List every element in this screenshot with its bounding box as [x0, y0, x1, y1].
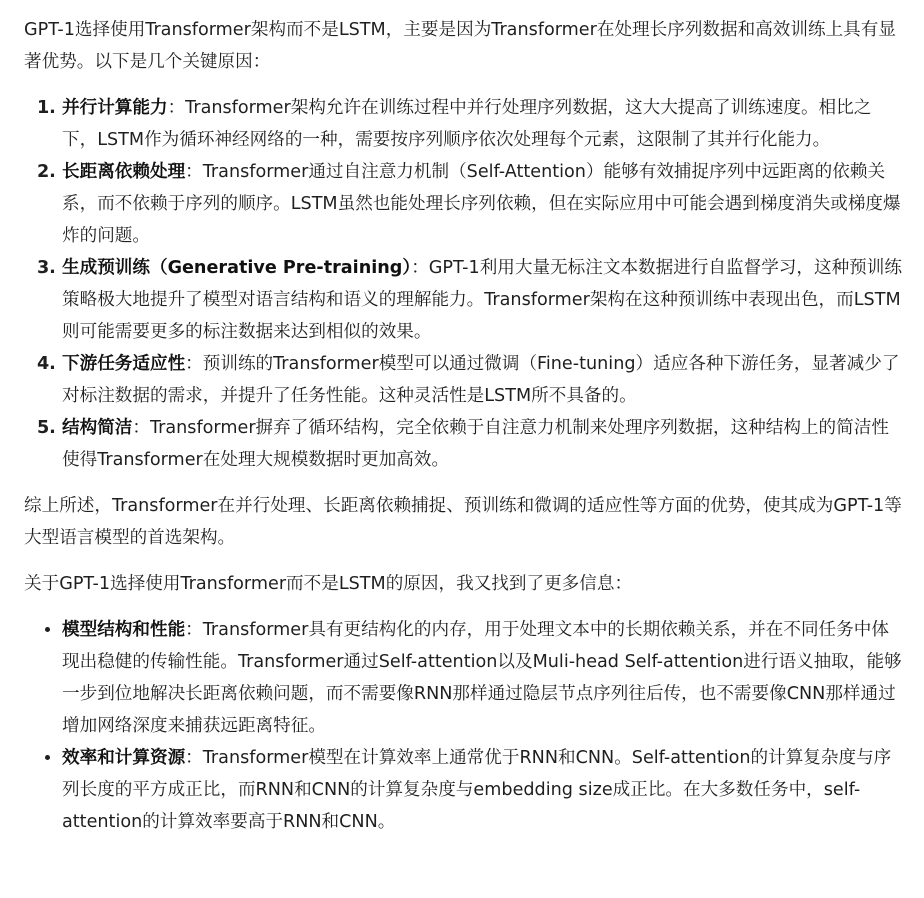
list-item: [62, 348, 902, 412]
list-item: [62, 742, 902, 838]
list-item-text: ：GPT-1利用大量无标注文本数据进行自监督学习，这种预训练策略极大地提升了模型对语言结构和语义的理解能力。Transformer架构在这种预训练中表现出色，而LSTM则可能需要更多的标注数据来达到相似的效果。: [62, 258, 902, 342]
list-item: [62, 92, 902, 156]
list-item: [62, 614, 902, 742]
list-item-text: ：Transformer摒弃了循环结构，完全依赖于自注意力机制来处理序列数据，这种结构上的简洁性使得Transformer在处理大规模数据时更加高效。: [62, 418, 889, 470]
reasons-list: [24, 92, 902, 476]
list-item-text: ：Transformer模型在计算效率上通常优于RNN和CNN。Self-attention的计算复杂度与序列长度的平方成正比，而RNN和CNN的计算复杂度与embedding size成正比。在大多数任务中，self-attention的计算效率要高于RNN和CNN。: [62, 748, 892, 832]
more-info-list: [24, 614, 902, 838]
list-item: [62, 156, 902, 252]
list-item-text: ：Transformer具有更结构化的内存，用于处理文本中的长期依赖关系，并在不同任务中体现出稳健的传输性能。Transformer通过Self-attention以及Muli-head Self-attention进行语义抽取，能够一步到位地解决长距离依赖问题，而不需要像RNN那样通过隐层节点序列往后传，也不需要像CNN那样通过增加网络深度来捕获远距离特征。: [62, 620, 902, 736]
more-info-intro: 关于GPT-1选择使用Transformer而不是LSTM的原因，我又找到了更多信息：: [24, 574, 633, 594]
list-item-title: 生成预训练（Generative Pre-training）: [62, 258, 412, 278]
list-item-text: ：Transformer架构允许在训练过程中并行处理序列数据，这大大提高了训练速度。相比之下，LSTM作为循环神经网络的一种，需要按序列顺序依次处理每个元素，这限制了其并行化能力。: [62, 98, 872, 150]
list-item: [62, 252, 902, 348]
list-item: [62, 412, 902, 476]
list-item-title: 长距离依赖处理: [62, 162, 186, 182]
list-item-title: 并行计算能力: [62, 98, 168, 118]
list-item-title: 结构简洁: [62, 418, 133, 438]
list-item-title: 模型结构和性能: [62, 620, 186, 640]
intro-paragraph: GPT-1选择使用Transformer架构而不是LSTM，主要是因为Transformer在处理长序列数据和高效训练上具有显著优势。以下是几个关键原因：: [24, 20, 896, 72]
summary-paragraph: 综上所述，Transformer在并行处理、长距离依赖捕捉、预训练和微调的适应性等方面的优势，使其成为GPT-1等大型语言模型的首选架构。: [24, 496, 902, 548]
list-item-title: 下游任务适应性: [62, 354, 186, 374]
list-item-text: ：预训练的Transformer模型可以通过微调（Fine-tuning）适应各种下游任务，显著减少了对标注数据的需求，并提升了任务性能。这种灵活性是LSTM所不具备的。: [62, 354, 900, 406]
list-item-text: ：Transformer通过自注意力机制（Self-Attention）能够有效捕捉序列中远距离的依赖关系，而不依赖于序列的顺序。LSTM虽然也能处理长序列依赖，但在实际应用中可能会遇到梯度消失或梯度爆炸的问题。: [62, 162, 901, 246]
list-item-title: 效率和计算资源: [62, 748, 186, 768]
